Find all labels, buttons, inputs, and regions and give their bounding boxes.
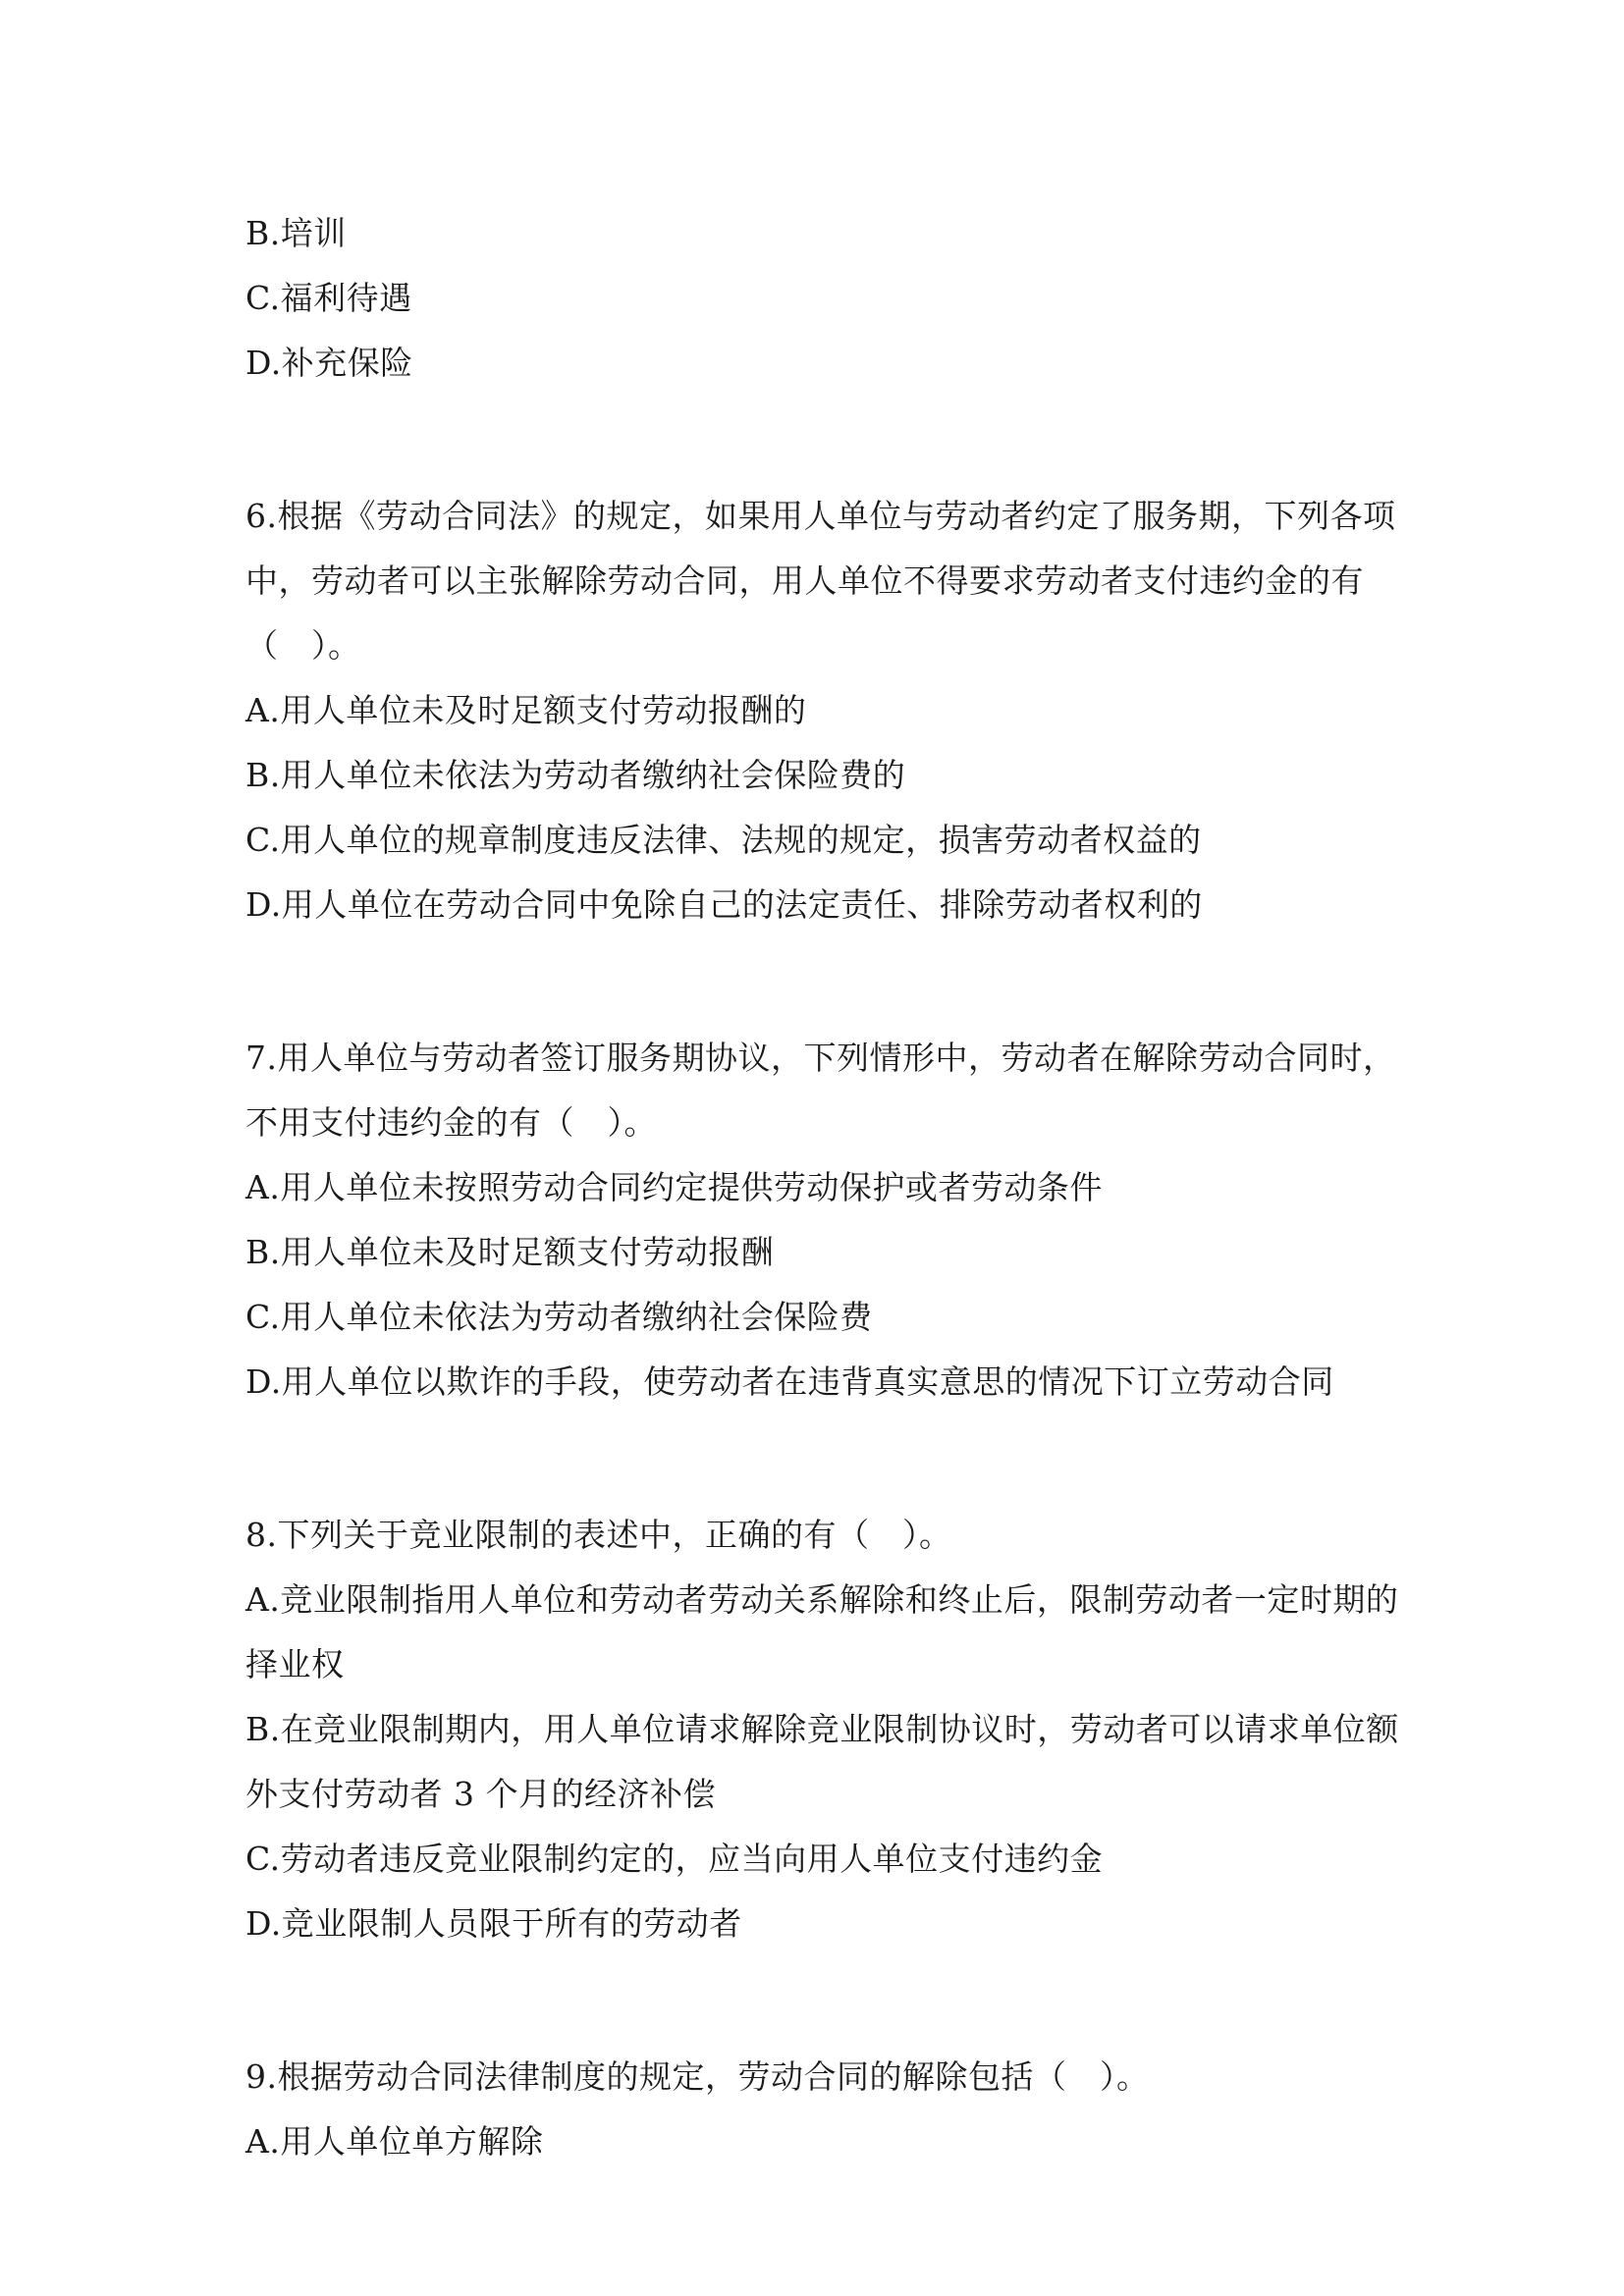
spacer [245,1415,1394,1503]
option-c: C.福利待遇 [245,279,412,317]
stem-line: 6.根据《劳动合同法》的规定，如果用人单位与劳动者约定了服务期，下列各项 [245,497,1396,535]
stem-line: 不用支付违约金的有（ ）。 [245,1103,657,1142]
question-9 [245,2045,1394,2174]
document-page [245,201,1399,2174]
spacer [245,937,1394,1026]
option-d: D.补充保险 [245,344,413,382]
question-stem [245,2045,1394,2109]
option-b: B.在竞业限制期内，用人单位请求解除竞业限制协议时，劳动者可以请求单位额 [245,1710,1399,1748]
option-d: D.竞业限制人员限于所有的劳动者 [245,1904,742,1943]
option-b: B.培训 [245,214,347,252]
option-d: D.用人单位在劳动合同中免除自己的法定责任、排除劳动者权利的 [245,885,1203,924]
question-5-options [245,201,1394,396]
stem-line: 中，劳动者可以主张解除劳动合同，用人单位不得要求劳动者支付违约金的有 [245,561,1364,600]
question-7 [245,1026,1394,1415]
option-c: C.用人单位的规章制度违反法律、法规的规定，损害劳动者权益的 [245,821,1202,859]
option-b: B.用人单位未依法为劳动者缴纳社会保险费的 [245,756,906,794]
option-c: C.用人单位未依法为劳动者缴纳社会保险费 [245,1298,873,1336]
stem-line: 7.用人单位与劳动者签订服务期协议，下列情形中，劳动者在解除劳动合同时， [245,1039,1396,1077]
option-b-continued: 外支付劳动者 3 个月的经济补偿 [245,1775,716,1813]
question-stem [245,1503,1394,1568]
option-c: C.劳动者违反竞业限制约定的，应当向用人单位支付违约金 [245,1840,1104,1878]
question-stem [245,484,1394,678]
option-d: D.用人单位以欺诈的手段，使劳动者在违背真实意思的情况下订立劳动合同 [245,1362,1334,1401]
spacer [245,1956,1394,2045]
option-a: A.用人单位未按照劳动合同约定提供劳动保护或者劳动条件 [245,1168,1103,1206]
option-a: A.用人单位单方解除 [245,2122,544,2161]
option-b: B.用人单位未及时足额支付劳动报酬 [245,1233,775,1271]
stem-line: 9.根据劳动合同法律制度的规定，劳动合同的解除包括（ ）。 [245,2057,1150,2096]
stem-line: （ ）。 [245,626,361,665]
question-8 [245,1503,1399,1956]
question-stem [245,1026,1394,1155]
option-a: A.竞业限制指用人单位和劳动者劳动关系解除和终止后，限制劳动者一定时期的 [245,1580,1399,1619]
stem-line: 8.下列关于竞业限制的表述中，正确的有（ ）。 [245,1516,952,1554]
option-a: A.用人单位未及时足额支付劳动报酬的 [245,691,807,729]
spacer [245,396,1394,484]
question-6 [245,484,1394,937]
option-a-continued: 择业权 [245,1645,345,1683]
